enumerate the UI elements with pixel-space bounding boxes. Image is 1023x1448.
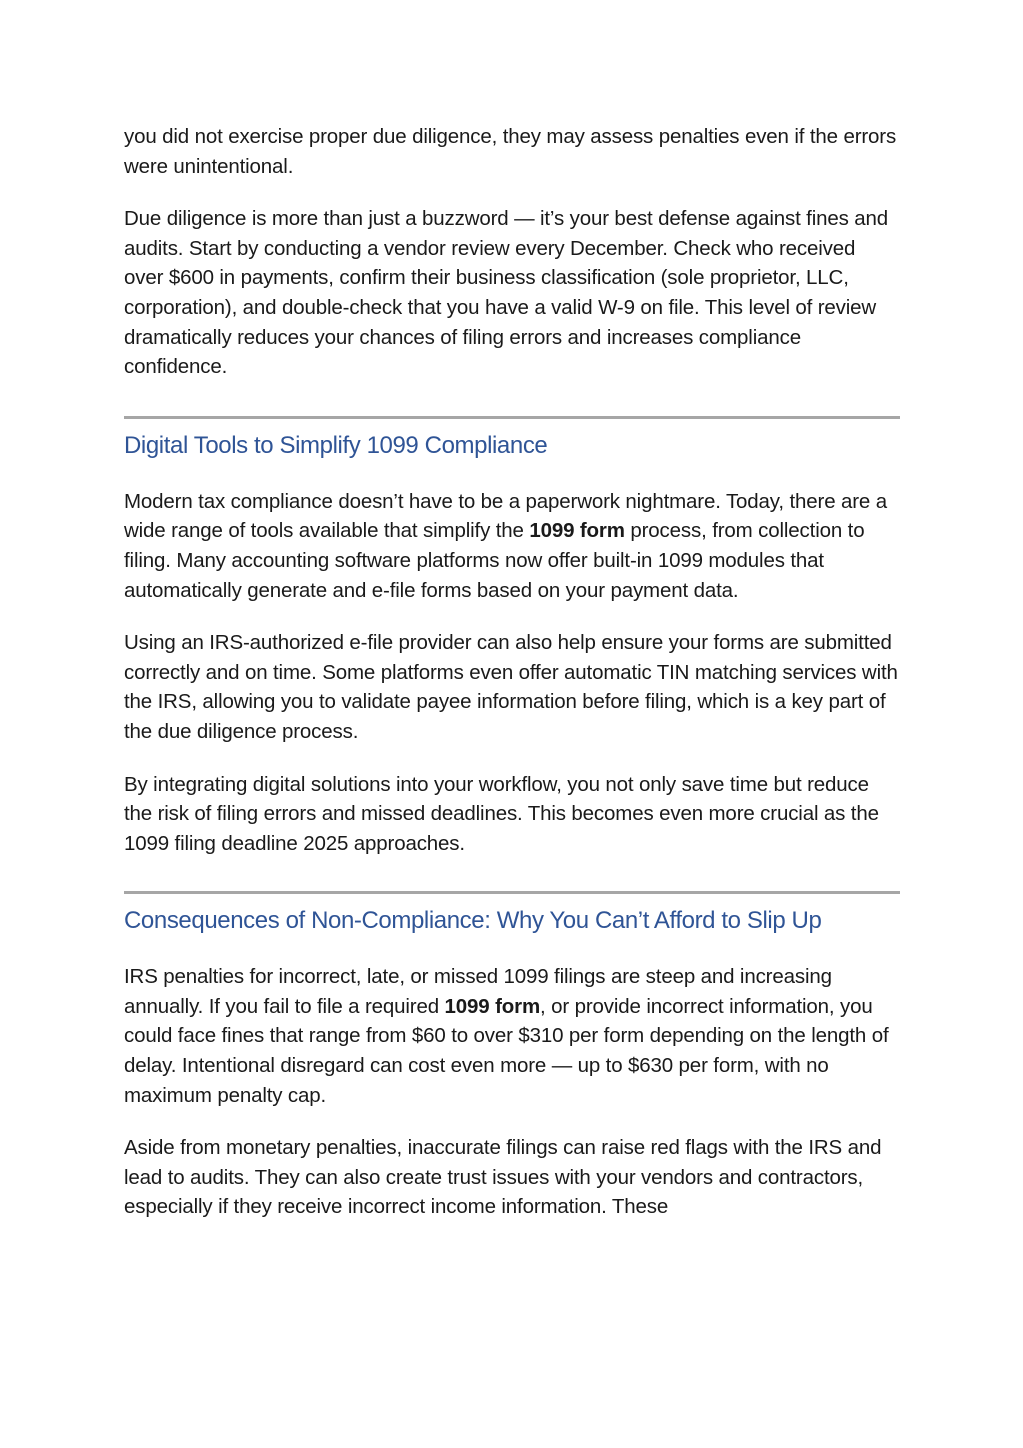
- document-page: [124, 122, 900, 1245]
- section-divider: [124, 416, 900, 419]
- digital-tools-paragraph-1: [124, 487, 900, 605]
- section-heading-consequences: Consequences of Non-Compliance: Why You Can’t Afford to Slip Up: [124, 907, 822, 935]
- digital-tools-paragraph-2: Using an IRS-authorized e-file provider can also help ensure your forms are submitted correctly and on time. Some platforms even offer automatic TIN matching services with the IRS, allowing you to validate payee information before filing, which is a key part of the due diligence process.: [124, 631, 898, 743]
- digital-tools-p1-text-a: Modern tax compliance doesn’t have to be a paperwork nightmare. Today, there are a wide range of tools available that simplify the: [124, 489, 887, 543]
- consequences-p1-text-b: , or provide incorrect information, you could face fines that range from $60 to over $310 per form depending on the length of delay. Intentional disregard can cost even more — up to $630 per form, with no maximum penalty cap.: [124, 994, 889, 1107]
- consequences-p1-bold: 1099 form: [444, 994, 541, 1018]
- digital-tools-p1-bold: 1099 form: [529, 519, 625, 543]
- digital-tools-p1-text-b: process, from collection to filing. Many accounting software platforms now offer built-in 1099 modules that automatically generate and e-file forms based on your payment data.: [124, 519, 865, 602]
- consequences-paragraph-2: Aside from monetary penalties, inaccurate filings can raise red flags with the IRS and lead to audits. They can also create trust issues with your vendors and contractors, especially if they receive incorrect income information. These: [124, 1136, 882, 1219]
- section-heading-digital-tools: Digital Tools to Simplify 1099 Compliance: [124, 431, 548, 459]
- consequences-p1-text-a: IRS penalties for incorrect, late, or missed 1099 filings are steep and increasing annually. If you fail to file a required: [124, 965, 832, 1018]
- intro-paragraph-1: you did not exercise proper due diligence, they may assess penalties even if the errors were unintentional.: [124, 125, 897, 178]
- section-divider: [124, 891, 900, 894]
- consequences-paragraph-1: [124, 962, 900, 1110]
- digital-tools-paragraph-3: By integrating digital solutions into your workflow, you not only save time but reduce the risk of filing errors and missed deadlines. This becomes even more crucial as the 1099 filing deadline 2025 approaches.: [124, 772, 879, 855]
- intro-paragraph-2: Due diligence is more than just a buzzword — it’s your best defense against fines and audits. Start by conducting a vendor review every December. Check who received over $600 in payments, confirm their business classification (sole proprietor, LLC, corporation), and double-check that you have a valid W-9 on file. This level of review dramatically reduces your chances of filing errors and increases compliance confidence.: [124, 207, 889, 379]
